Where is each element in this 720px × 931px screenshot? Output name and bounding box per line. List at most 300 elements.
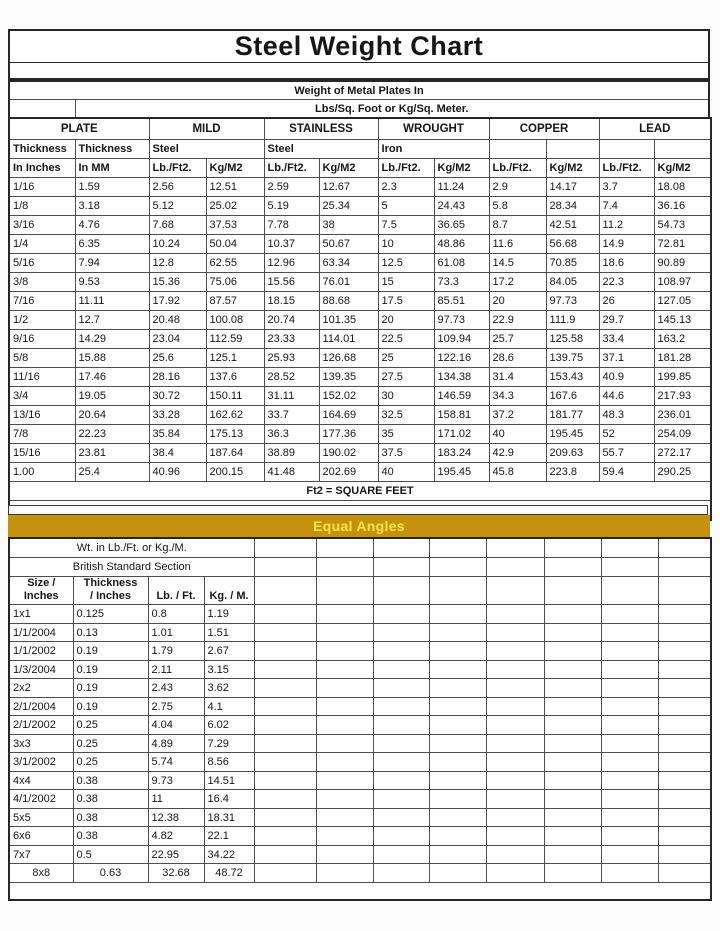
angle-value-cell: 14.51 (204, 771, 254, 790)
empty-cell (429, 697, 486, 716)
empty-cell (601, 734, 658, 753)
weight-value-cell: 25.93 (264, 349, 319, 368)
title-spacer-row (9, 63, 709, 80)
weight-value-cell: 25.7 (489, 330, 546, 349)
weight-value-cell: 23.33 (264, 330, 319, 349)
weight-value-cell: 20.48 (149, 311, 206, 330)
weight-value-cell: 10 (378, 235, 434, 254)
weight-value-cell: 52 (599, 425, 654, 444)
weight-value-cell: 18.08 (654, 178, 711, 197)
weight-value-cell: 163.2 (654, 330, 711, 349)
empty-cell (658, 660, 711, 679)
angle-value-cell: 7.29 (204, 734, 254, 753)
empty-cell (373, 697, 429, 716)
weight-value-cell: 17.5 (378, 292, 434, 311)
weight-value-cell: 15.88 (75, 349, 149, 368)
empty-cell (373, 577, 429, 605)
empty-cell (429, 827, 486, 846)
weight-value-cell: 1.59 (75, 178, 149, 197)
weight-value-cell: 88.68 (319, 292, 378, 311)
plates-data-row (9, 254, 711, 273)
angle-value-cell: 0.13 (73, 623, 148, 642)
thickness-label-cell: 7/16 (9, 292, 75, 311)
angles-note-bss-row (9, 558, 711, 577)
weight-value-cell: 40 (378, 463, 434, 482)
weight-value-cell: 125.58 (546, 330, 599, 349)
empty-cell (254, 623, 316, 642)
weight-value-cell: 122.16 (434, 349, 489, 368)
weight-value-cell: 199.85 (654, 368, 711, 387)
weight-value-cell: 195.45 (546, 425, 599, 444)
weight-value-cell: 28.52 (264, 368, 319, 387)
angle-value-cell: 0.38 (73, 771, 148, 790)
empty-cell (373, 790, 429, 809)
weight-value-cell: 90.89 (654, 254, 711, 273)
weight-value-cell: 36.3 (264, 425, 319, 444)
empty-cell (486, 734, 544, 753)
weight-value-cell: 20.64 (75, 406, 149, 425)
weight-value-cell: 11.2 (599, 216, 654, 235)
weight-value-cell: 45.8 (489, 463, 546, 482)
empty-cell (601, 827, 658, 846)
angle-value-cell: 2.67 (204, 642, 254, 661)
angles-data-row (9, 808, 711, 827)
weight-value-cell: 35 (378, 425, 434, 444)
weight-value-cell: 134.38 (434, 368, 489, 387)
weight-value-cell: 20.74 (264, 311, 319, 330)
units-header-cell: Lb./Ft2. (264, 159, 319, 178)
thickness-label-cell: 1/2 (9, 311, 75, 330)
empty-cell (658, 753, 711, 772)
size-label-cell: 1/3/2004 (9, 660, 73, 679)
weight-value-cell: 84.05 (546, 273, 599, 292)
weight-value-cell: 37.53 (206, 216, 264, 235)
empty-cell (373, 808, 429, 827)
angle-value-cell: 48.72 (204, 864, 254, 883)
empty-cell (658, 538, 711, 558)
angles-data-row (9, 827, 711, 846)
size-label-cell: 4x4 (9, 771, 73, 790)
angles-note-wt-row (9, 538, 711, 558)
weight-value-cell: 12.8 (149, 254, 206, 273)
weight-value-cell: 25.02 (206, 197, 264, 216)
weight-value-cell: 18.6 (599, 254, 654, 273)
empty-cell (658, 734, 711, 753)
weight-value-cell: 42.9 (489, 444, 546, 463)
weight-value-cell: 62.55 (206, 254, 264, 273)
weight-value-cell: 2.56 (149, 178, 206, 197)
empty-cell (486, 864, 544, 883)
angle-value-cell: 1.79 (148, 642, 204, 661)
weight-value-cell: 25 (378, 349, 434, 368)
empty-cell (544, 538, 601, 558)
weight-value-cell: 272.17 (654, 444, 711, 463)
weight-value-cell: 44.6 (599, 387, 654, 406)
equal-angles-banner-label: Equal Angles (313, 518, 405, 534)
empty-cell (316, 771, 373, 790)
weight-value-cell: 7.78 (264, 216, 319, 235)
empty-cell (254, 753, 316, 772)
weight-value-cell: 50.04 (206, 235, 264, 254)
angle-value-cell: 8.56 (204, 753, 254, 772)
weight-value-cell: 195.45 (434, 463, 489, 482)
units-header-row (9, 159, 711, 178)
weight-value-cell: 127.05 (654, 292, 711, 311)
plates-data-row (9, 349, 711, 368)
empty-cell (544, 660, 601, 679)
weight-value-cell: 17.46 (75, 368, 149, 387)
thickness-label-cell: 1/4 (9, 235, 75, 254)
weight-value-cell: 7.94 (75, 254, 149, 273)
plates-data-row (9, 311, 711, 330)
weight-value-cell: 22.23 (75, 425, 149, 444)
empty-cell (429, 734, 486, 753)
empty-cell (254, 577, 316, 605)
weight-value-cell: 177.36 (319, 425, 378, 444)
angles-table-body (9, 605, 711, 864)
plates-data-row (9, 273, 711, 292)
weight-value-cell: 28.6 (489, 349, 546, 368)
weight-value-cell: 200.15 (206, 463, 264, 482)
empty-cell (316, 605, 373, 624)
subtitle-block (8, 80, 710, 119)
empty-cell (429, 716, 486, 735)
empty-cell (254, 771, 316, 790)
weight-value-cell: 10.24 (149, 235, 206, 254)
empty-cell (254, 864, 316, 883)
weight-value-cell: 42.51 (546, 216, 599, 235)
weight-value-cell: 97.73 (546, 292, 599, 311)
units-row-left-cell (9, 100, 75, 119)
group-header-cell: COPPER (489, 118, 599, 140)
angle-value-cell: 22.1 (204, 827, 254, 846)
weight-value-cell: 40 (489, 425, 546, 444)
weight-value-cell: 181.77 (546, 406, 599, 425)
angle-value-cell: 22.95 (148, 845, 204, 864)
weight-value-cell: 87.57 (206, 292, 264, 311)
angle-value-cell: 3.62 (204, 679, 254, 698)
weight-value-cell: 146.59 (434, 387, 489, 406)
weight-value-cell: 125.1 (206, 349, 264, 368)
angle-value-cell: 1.01 (148, 623, 204, 642)
weight-value-cell: 17.92 (149, 292, 206, 311)
size-label-cell: 1x1 (9, 605, 73, 624)
weight-value-cell: 5.12 (149, 197, 206, 216)
empty-cell (544, 679, 601, 698)
empty-cell (658, 716, 711, 735)
angle-value-cell: 16.4 (204, 790, 254, 809)
empty-cell (601, 845, 658, 864)
units-header-cell: Kg/M2 (546, 159, 599, 178)
empty-cell (373, 864, 429, 883)
size-label-cell: 1/1/2002 (9, 642, 73, 661)
weight-value-cell: 14.17 (546, 178, 599, 197)
angles-data-row (9, 716, 711, 735)
weight-value-cell: 11.24 (434, 178, 489, 197)
empty-cell (486, 716, 544, 735)
empty-cell (316, 864, 373, 883)
weight-value-cell: 111.9 (546, 311, 599, 330)
empty-cell (486, 753, 544, 772)
empty-cell (544, 827, 601, 846)
material-header-row (9, 140, 711, 159)
empty-cell (658, 679, 711, 698)
weight-value-cell: 2.9 (489, 178, 546, 197)
empty-cell (486, 660, 544, 679)
weight-value-cell: 56.68 (546, 235, 599, 254)
empty-cell (316, 734, 373, 753)
weight-value-cell: 137.6 (206, 368, 264, 387)
empty-cell (601, 642, 658, 661)
group-header-cell: WROUGHT (378, 118, 489, 140)
empty-cell (316, 623, 373, 642)
angle-value-cell: 2.11 (148, 660, 204, 679)
weight-value-cell: 171.02 (434, 425, 489, 444)
angles-data-row (9, 605, 711, 624)
empty-cell (544, 771, 601, 790)
weight-value-cell: 190.02 (319, 444, 378, 463)
weight-value-cell: 25.4 (75, 463, 149, 482)
material-header-cell: Steel (149, 140, 264, 159)
empty-cell (544, 864, 601, 883)
empty-cell (658, 864, 711, 883)
angle-value-cell: 12.38 (148, 808, 204, 827)
empty-cell (658, 623, 711, 642)
empty-cell (658, 558, 711, 577)
empty-cell (373, 558, 429, 577)
weight-value-cell: 5 (378, 197, 434, 216)
weight-value-cell: 145.13 (654, 311, 711, 330)
angles-data-row (9, 679, 711, 698)
weight-value-cell: 31.4 (489, 368, 546, 387)
weight-value-cell: 97.73 (434, 311, 489, 330)
empty-cell (544, 790, 601, 809)
empty-cell (254, 605, 316, 624)
units-header-cell: Lb./Ft2. (599, 159, 654, 178)
empty-cell (316, 642, 373, 661)
empty-cell (544, 623, 601, 642)
empty-cell (486, 558, 544, 577)
size-label-cell: 6x6 (9, 827, 73, 846)
thickness-label-cell: 15/16 (9, 444, 75, 463)
weight-value-cell: 33.4 (599, 330, 654, 349)
empty-cell (544, 845, 601, 864)
angle-value-cell: 4.1 (204, 697, 254, 716)
angle-value-cell: 6.02 (204, 716, 254, 735)
empty-cell (486, 623, 544, 642)
empty-cell (429, 753, 486, 772)
empty-cell (373, 827, 429, 846)
weight-value-cell: 187.64 (206, 444, 264, 463)
weight-value-cell: 33.7 (264, 406, 319, 425)
angle-value-cell: 0.38 (73, 808, 148, 827)
size-label-cell: 8x8 (9, 864, 73, 883)
empty-cell (373, 605, 429, 624)
empty-cell (316, 697, 373, 716)
angle-value-cell: 0.38 (73, 827, 148, 846)
empty-cell (658, 827, 711, 846)
group-header-cell: MILD (149, 118, 264, 140)
angles-data-row (9, 845, 711, 864)
empty-cell (601, 753, 658, 772)
empty-cell (254, 679, 316, 698)
empty-cell (316, 827, 373, 846)
size-label-cell: 3/1/2002 (9, 753, 73, 772)
weight-value-cell: 2.3 (378, 178, 434, 197)
weight-value-cell: 7.4 (599, 197, 654, 216)
empty-cell (316, 808, 373, 827)
empty-cell (316, 577, 373, 605)
weight-value-cell: 28.16 (149, 368, 206, 387)
angles-data-row (9, 753, 711, 772)
empty-cell (601, 660, 658, 679)
empty-cell (429, 623, 486, 642)
plates-data-row (9, 444, 711, 463)
angle-value-cell: 3.15 (204, 660, 254, 679)
empty-cell (316, 716, 373, 735)
weight-value-cell: 167.6 (546, 387, 599, 406)
empty-cell (254, 558, 316, 577)
empty-cell (373, 734, 429, 753)
empty-cell (601, 679, 658, 698)
weight-value-cell: 150.11 (206, 387, 264, 406)
empty-cell (429, 679, 486, 698)
weight-value-cell: 15.36 (149, 273, 206, 292)
angle-value-cell: 4.89 (148, 734, 204, 753)
angle-value-cell: 2.75 (148, 697, 204, 716)
weight-value-cell: 50.67 (319, 235, 378, 254)
material-header-cell: Iron (378, 140, 489, 159)
units-header-cell: Lb./Ft2. (378, 159, 434, 178)
weight-value-cell: 70.85 (546, 254, 599, 273)
empty-cell (544, 753, 601, 772)
weight-value-cell: 23.04 (149, 330, 206, 349)
spacer-strip (8, 505, 708, 515)
empty-cell (316, 660, 373, 679)
weight-value-cell: 22.9 (489, 311, 546, 330)
plates-data-row (9, 463, 711, 482)
angle-value-cell: 0.19 (73, 660, 148, 679)
plates-data-row (9, 368, 711, 387)
empty-cell (429, 808, 486, 827)
size-label-cell: 2x2 (9, 679, 73, 698)
empty-cell (658, 642, 711, 661)
angle-value-cell: 1.51 (204, 623, 254, 642)
weight-value-cell: 112.59 (206, 330, 264, 349)
weight-value-cell: 25.34 (319, 197, 378, 216)
empty-cell (544, 577, 601, 605)
empty-cell (486, 605, 544, 624)
empty-cell (429, 660, 486, 679)
plates-data-row (9, 235, 711, 254)
weight-value-cell: 162.62 (206, 406, 264, 425)
weight-value-cell: 19.05 (75, 387, 149, 406)
angles-total-row (9, 864, 711, 883)
weight-value-cell: 75.06 (206, 273, 264, 292)
empty-cell (486, 845, 544, 864)
angles-data-row (9, 660, 711, 679)
units-header-cell: Kg/M2 (319, 159, 378, 178)
empty-cell (373, 538, 429, 558)
weight-value-cell: 54.73 (654, 216, 711, 235)
empty-cell (601, 808, 658, 827)
weight-value-cell: 31.11 (264, 387, 319, 406)
empty-cell (544, 558, 601, 577)
empty-cell (486, 642, 544, 661)
angle-value-cell: 34.22 (204, 845, 254, 864)
empty-cell (429, 864, 486, 883)
angle-value-cell: 18.31 (204, 808, 254, 827)
size-label-cell: 1/1/2004 (9, 623, 73, 642)
empty-cell (373, 716, 429, 735)
plates-table (8, 117, 712, 521)
thickness-label-cell: 5/8 (9, 349, 75, 368)
empty-cell (316, 679, 373, 698)
empty-cell (601, 538, 658, 558)
weight-value-cell: 8.7 (489, 216, 546, 235)
material-header-cell (599, 140, 654, 159)
units-header-cell: In Inches (9, 159, 75, 178)
angle-value-cell: 5.74 (148, 753, 204, 772)
angle-value-cell: 1.19 (204, 605, 254, 624)
weight-value-cell: 22.5 (378, 330, 434, 349)
angles-data-row (9, 771, 711, 790)
weight-value-cell: 11.11 (75, 292, 149, 311)
weight-value-cell: 12.96 (264, 254, 319, 273)
empty-cell (373, 660, 429, 679)
weight-value-cell: 23.81 (75, 444, 149, 463)
weight-value-cell: 3.7 (599, 178, 654, 197)
angles-data-row (9, 734, 711, 753)
angle-value-cell: 0.38 (73, 790, 148, 809)
angles-data-row (9, 697, 711, 716)
empty-cell (601, 716, 658, 735)
plates-data-row (9, 387, 711, 406)
weight-value-cell: 38.89 (264, 444, 319, 463)
weight-value-cell: 10.37 (264, 235, 319, 254)
units-subtitle: Lbs/Sq. Foot or Kg/Sq. Meter. (75, 100, 709, 119)
empty-cell (601, 605, 658, 624)
weight-value-cell: 33.28 (149, 406, 206, 425)
weight-value-cell: 6.35 (75, 235, 149, 254)
weight-value-cell: 12.67 (319, 178, 378, 197)
angles-header-cell: Lb. / Ft. (148, 577, 204, 605)
empty-cell (486, 538, 544, 558)
units-header-cell: Kg/M2 (434, 159, 489, 178)
plates-data-row (9, 197, 711, 216)
plates-data-row (9, 406, 711, 425)
angle-value-cell: 4.82 (148, 827, 204, 846)
empty-cell (373, 845, 429, 864)
empty-cell (429, 605, 486, 624)
weight-value-cell: 175.13 (206, 425, 264, 444)
empty-cell (373, 679, 429, 698)
size-label-cell: 2/1/2004 (9, 697, 73, 716)
weight-value-cell: 35.84 (149, 425, 206, 444)
weight-value-cell: 28.34 (546, 197, 599, 216)
weight-value-cell: 26 (599, 292, 654, 311)
weight-value-cell: 20 (378, 311, 434, 330)
plates-data-row (9, 178, 711, 197)
empty-cell (601, 771, 658, 790)
weight-value-cell: 158.81 (434, 406, 489, 425)
empty-cell (486, 697, 544, 716)
weight-value-cell: 48.3 (599, 406, 654, 425)
plates-data-row (9, 292, 711, 311)
thickness-label-cell: 11/16 (9, 368, 75, 387)
size-label-cell: 2/1/2002 (9, 716, 73, 735)
empty-cell (544, 605, 601, 624)
